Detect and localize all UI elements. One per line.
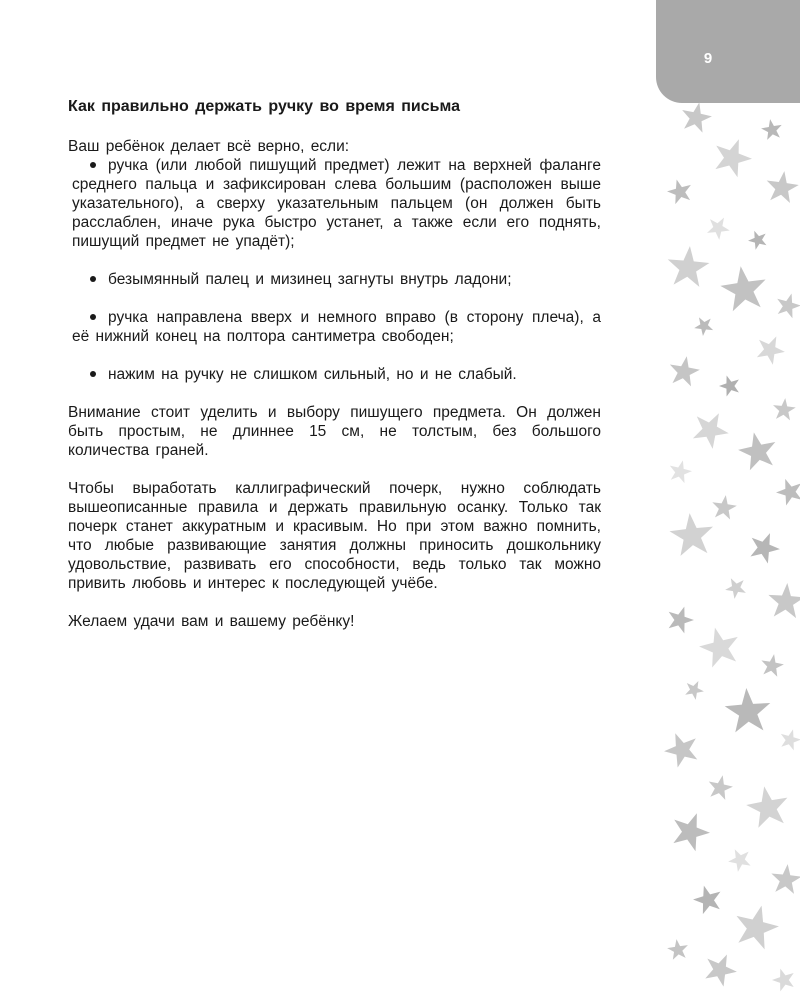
intro-text: Ваш ребёнок делает всё верно, если: [68,138,350,155]
tool-paragraph: Внимание стоит уделить и выбору пишущего предмета. Он должен быть простым, не длиннее 15 см, не толстым, без большого количества граней. [68,404,601,459]
list-item [68,308,601,346]
list-item-text: нажим на ручку не слишком сильный, но и не слабый. [108,366,517,383]
bullet-icon [90,371,96,377]
star-decoration [660,100,800,1000]
bullet-icon [90,314,96,320]
bullet-icon [90,276,96,282]
closing-text: Желаем удачи вам и вашему ребёнку! [68,613,355,630]
list-item [68,270,601,289]
handwriting-paragraph: Чтобы выработать каллиграфический почерк, нужно соблюдать вышеописанные правила и держать правильную осанку. Только так почерк станет аккуратным и красивым. Но при этом важно помнить, что любые развивающие занятия должны приносить дошкольнику удовольствие, развивать его способности, ведь только так можно привить любовь и интерес к последующей учёбе. [68,480,601,592]
bullet-icon [90,162,96,168]
page-number: 9 [703,50,713,67]
list-item-text: ручка направлена вверх и немного вправо (в сторону плеча), а её нижний конец на полтора сантиметра свободен; [72,309,601,345]
list-item-text: ручка (или любой пишущий предмет) лежит на верхней фаланге среднего пальца и зафиксирован слева большим (расположен выше указательного), а сверху указательным пальцем (он должен быть расслаблен, иначе рука быстро устанет, а также если его поднять, пишущий предмет не упадёт); [72,157,601,250]
article [68,97,601,631]
article-heading: Как правильно держать ручку во время письма [68,98,460,115]
page-number-tab [656,0,800,103]
list-item-text: безымянный палец и мизинец загнуты внутрь ладони; [108,271,512,288]
list-item [68,156,601,251]
list-item [68,365,601,384]
